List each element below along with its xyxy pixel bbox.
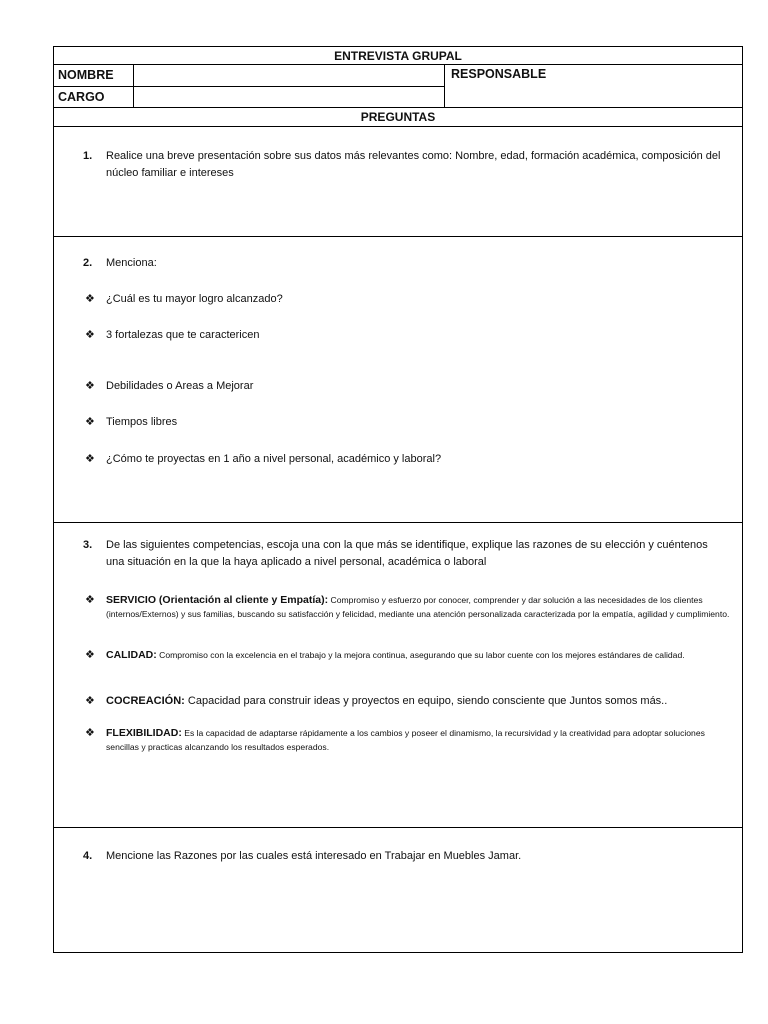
- diamond-bullet-icon: ❖: [85, 649, 95, 661]
- cargo-label: CARGO: [54, 87, 134, 108]
- diamond-bullet-icon: ❖: [85, 453, 95, 465]
- question-3-text: De las siguientes competencias, escoja una con la que más se identifique, explique las razones de su elección y cuéntenos una situación en la que la haya aplicado a nivel personal, académica o laboral: [106, 539, 708, 568]
- competency-desc: Es la capacidad de adaptarse rápidamente a los cambios y poseer el dinamismo, la recursividad y la creatividad para adoptar soluciones sencillas y practicas alcanzando los resultados esperados.: [106, 728, 705, 752]
- question-1-number: 1.: [83, 150, 93, 162]
- competency-title: COCREACIÓN:: [106, 695, 185, 707]
- cargo-field[interactable]: [134, 87, 444, 108]
- question-1: [83, 148, 728, 182]
- nombre-field[interactable]: [134, 65, 444, 86]
- question-2-text: Menciona:: [106, 257, 157, 269]
- form-title: ENTREVISTA GRUPAL: [54, 47, 742, 65]
- competency-title: CALIDAD:: [106, 649, 157, 661]
- diamond-bullet-icon: ❖: [85, 594, 95, 606]
- competency-desc: Capacidad para construir ideas y proyectos en equipo, siendo consciente que Juntos somos más..: [187, 695, 668, 707]
- question-2-bullet: ❖ Debilidades o Areas a Mejorar: [85, 380, 254, 392]
- responsable-label: RESPONSABLE: [451, 67, 547, 81]
- nombre-label: NOMBRE: [54, 65, 134, 86]
- question-2-bullet: ❖ 3 fortalezas que te caractericen: [85, 329, 260, 341]
- diamond-bullet-icon: ❖: [85, 727, 95, 739]
- question-3-number: 3.: [83, 539, 93, 551]
- question-2: [83, 255, 728, 272]
- diamond-bullet-icon: ❖: [85, 380, 95, 392]
- competency-servicio: [85, 593, 730, 621]
- diamond-bullet-icon: ❖: [85, 695, 95, 707]
- competency-cocreacion: [85, 694, 730, 708]
- info-block: [54, 65, 742, 108]
- competency-title: SERVICIO (Orientación al cliente y Empatía):: [106, 594, 329, 606]
- diamond-bullet-icon: ❖: [85, 416, 95, 428]
- question-2-bullet: ❖ ¿Cómo te proyectas en 1 año a nivel personal, académico y laboral?: [85, 453, 442, 465]
- question-4-section: [54, 828, 742, 952]
- competency-desc: Compromiso con la excelencia en el trabajo y la mejora continua, asegurando que su labor cuente con los mejores estándares de calidad.: [159, 650, 685, 660]
- cargo-row: [54, 86, 444, 108]
- question-1-section: [54, 127, 742, 237]
- question-2-section: [54, 237, 742, 523]
- question-2-bullet: ❖ ¿Cuál es tu mayor logro alcanzado?: [85, 293, 283, 305]
- competency-title: FLEXIBILIDAD:: [106, 727, 182, 739]
- diamond-bullet-icon: ❖: [85, 293, 95, 305]
- question-4: [83, 848, 728, 865]
- diamond-bullet-icon: ❖: [85, 329, 95, 341]
- competency-calidad: [85, 648, 730, 662]
- question-4-text: Mencione las Razones por las cuales está interesado en Trabajar en Muebles Jamar.: [106, 850, 522, 862]
- nombre-row: [54, 65, 444, 86]
- question-2-bullet: ❖ Tiempos libres: [85, 416, 178, 428]
- question-3-section: [54, 523, 742, 828]
- question-2-number: 2.: [83, 257, 93, 269]
- info-left: [54, 65, 445, 107]
- question-1-text: Realice una breve presentación sobre sus datos más relevantes como: Nombre, edad, formación académica, composición del núcleo familiar e intereses: [106, 150, 721, 179]
- preguntas-header: PREGUNTAS: [54, 108, 742, 127]
- question-3: [83, 537, 728, 571]
- competency-flexibilidad: [85, 726, 730, 754]
- competency-desc: Compromiso y esfuerzo por conocer, comprender y dar solución a las necesidades de los clientes (internos/Externos) y sus familias, buscando su satisfacción y felicidad, mediante una atención personalizada caracterizada por la empatía, agilidad y cumplimiento.: [106, 595, 730, 619]
- interview-form: [53, 46, 743, 953]
- question-4-number: 4.: [83, 850, 93, 862]
